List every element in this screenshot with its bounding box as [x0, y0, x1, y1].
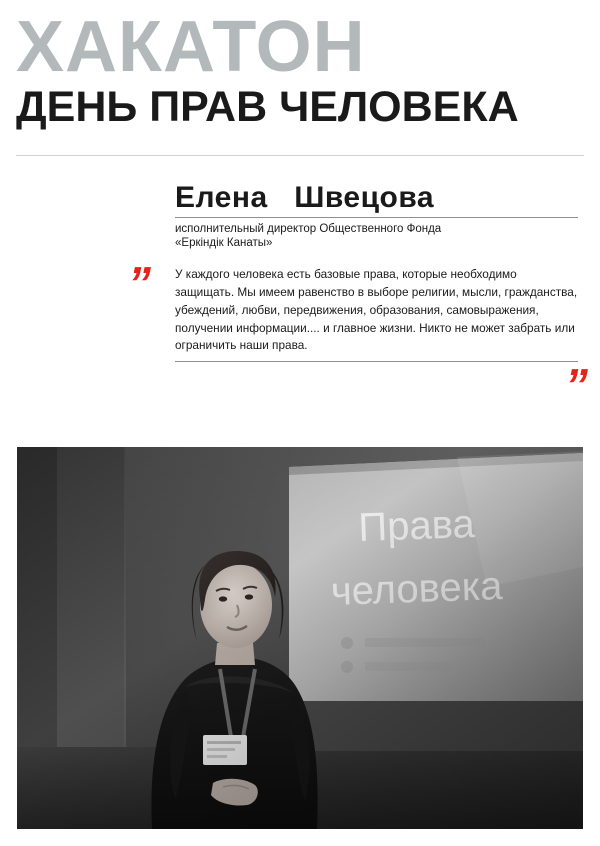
speaker-role-line-1: исполнительный директор Общественного Фонда [175, 222, 442, 235]
page-subtitle: ДЕНЬ ПРАВ ЧЕЛОВЕКА [16, 83, 519, 132]
speaker-name [175, 182, 578, 214]
speaker-photo [17, 447, 583, 829]
speaker-name-divider [175, 217, 578, 218]
quote-divider [175, 361, 578, 362]
quote-text: У каждого человека есть базовые права, которые необходимо защищать. Мы имеем равенство в выборе религии, мысли, гражданства, убеждений, любви, передвижения, образования, самовыражения, получении информации.... и главное жизни. Никто не может забрать или ограничить наши права. [175, 267, 578, 353]
page-title: ХАКАТОН [16, 7, 366, 87]
header-divider [16, 155, 584, 156]
poster-header [0, 0, 600, 156]
quote-open-mark-icon: ” [128, 257, 149, 310]
speaker-photo-graphic [17, 447, 583, 829]
quote-close-mark-icon: ” [565, 358, 586, 411]
speaker-block [0, 182, 600, 250]
speaker-first-name: Елена [175, 181, 268, 215]
quote-block [0, 257, 600, 411]
speaker-last-name: Швецова [294, 181, 435, 215]
speaker-role [175, 222, 578, 251]
speaker-role-line-2: «Еркіндік Канаты» [175, 237, 273, 250]
